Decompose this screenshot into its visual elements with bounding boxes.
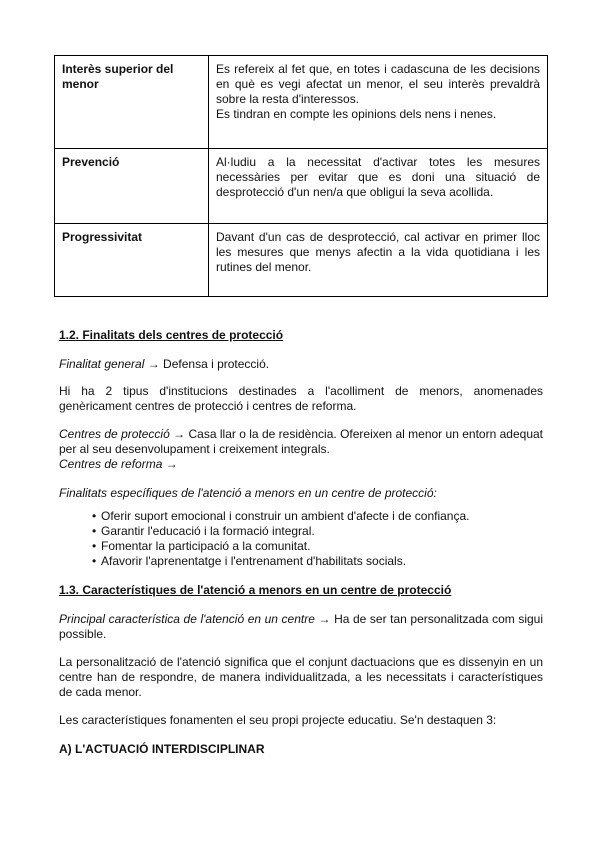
term-cell: Progressivitat xyxy=(55,224,209,297)
general-purpose xyxy=(59,357,543,372)
list-item: • Afavorir l'aprenentatge i l'entrenament d'habilitats socials. xyxy=(92,554,532,569)
subheading: A) L'ACTUACIÓ INTERDISCIPLINAR xyxy=(59,742,265,756)
description-text: Al·ludiu a la necessitat d'activar totes les mesures necessàries per evitar que es doni una situació de desprotecció d'un nen/a que obligui la seva acollida. xyxy=(216,155,540,199)
principal-text: Ha de ser tan personalitzada com sigui possible. xyxy=(59,612,543,641)
table-row xyxy=(55,224,548,297)
table-row xyxy=(55,56,548,149)
term-cell: Prevenció xyxy=(55,149,209,224)
protection-centres-paragraph xyxy=(59,427,543,457)
description-cell xyxy=(209,224,548,297)
term-cell: Interès superior del menor xyxy=(55,56,209,149)
principles-table xyxy=(54,55,548,297)
description-text: Davant d'un cas de desprotecció, cal activar en primer lloc les mesures que menys afectin a la vida quotidiana i les rutines del menor. xyxy=(216,230,540,274)
principal-characteristic xyxy=(59,612,543,642)
foundation-paragraph: Les característiques fonamenten el seu propi projecte educatiu. Se'n destaquen 3: xyxy=(59,713,497,727)
description-cell xyxy=(209,149,548,224)
list-item: • Fomentar la participació a la comunitat. xyxy=(92,539,532,554)
institutions-paragraph: Hi ha 2 tipus d'institucions destinades a l'acolliment de menors, anomenades genèricament centres de protecció i centres de reforma. xyxy=(59,384,543,413)
protection-centres-label: Centres de protecció → xyxy=(59,427,186,441)
description-text: Es refereix al fet que, en totes i cadascuna de les decisions en què es vegi afectat un menor, el seu interès prevaldrà sobre la resta d'interessos. xyxy=(216,62,540,106)
general-purpose-label: Finalitat general → xyxy=(59,357,160,371)
list-item: • Oferir suport emocional i construir un ambient d'afecte i de confiança. xyxy=(92,509,532,524)
personalization-paragraph: La personalització de l'atenció significa que el conjunt dactuacions que es dissenyin en un centre han de respondre, de manera individualitzada, a les necessitats i característiques de cada menor. xyxy=(59,655,543,699)
description-cell xyxy=(209,56,548,149)
reform-centres-label xyxy=(59,457,543,472)
section-heading: 1.3. Característiques de l'atenció a menors en un centre de protecció xyxy=(59,583,452,597)
principal-label: Principal característica de l'atenció en un centre xyxy=(59,612,315,626)
specific-purposes-list xyxy=(92,509,532,569)
reform-centres-label-text: Centres de reforma → xyxy=(59,457,178,471)
section-heading: 1.2. Finalitats dels centres de protecció xyxy=(59,328,284,342)
principal-arrow: → xyxy=(314,612,331,626)
table-row xyxy=(55,149,548,224)
specific-purposes-label: Finalitats específiques de l'atenció a menors en un centre de protecció: xyxy=(59,486,437,500)
general-purpose-text: Defensa i protecció. xyxy=(159,357,270,371)
protection-centres-text: Casa llar o la de residència. Ofereixen al menor un entorn adequat per al seu desenvolupament i creixement integrals. xyxy=(59,427,543,456)
list-item: • Garantir l'educació i la formació integral. xyxy=(92,524,532,539)
description-text: Es tindran en compte les opinions dels nens i nenes. xyxy=(216,107,497,121)
